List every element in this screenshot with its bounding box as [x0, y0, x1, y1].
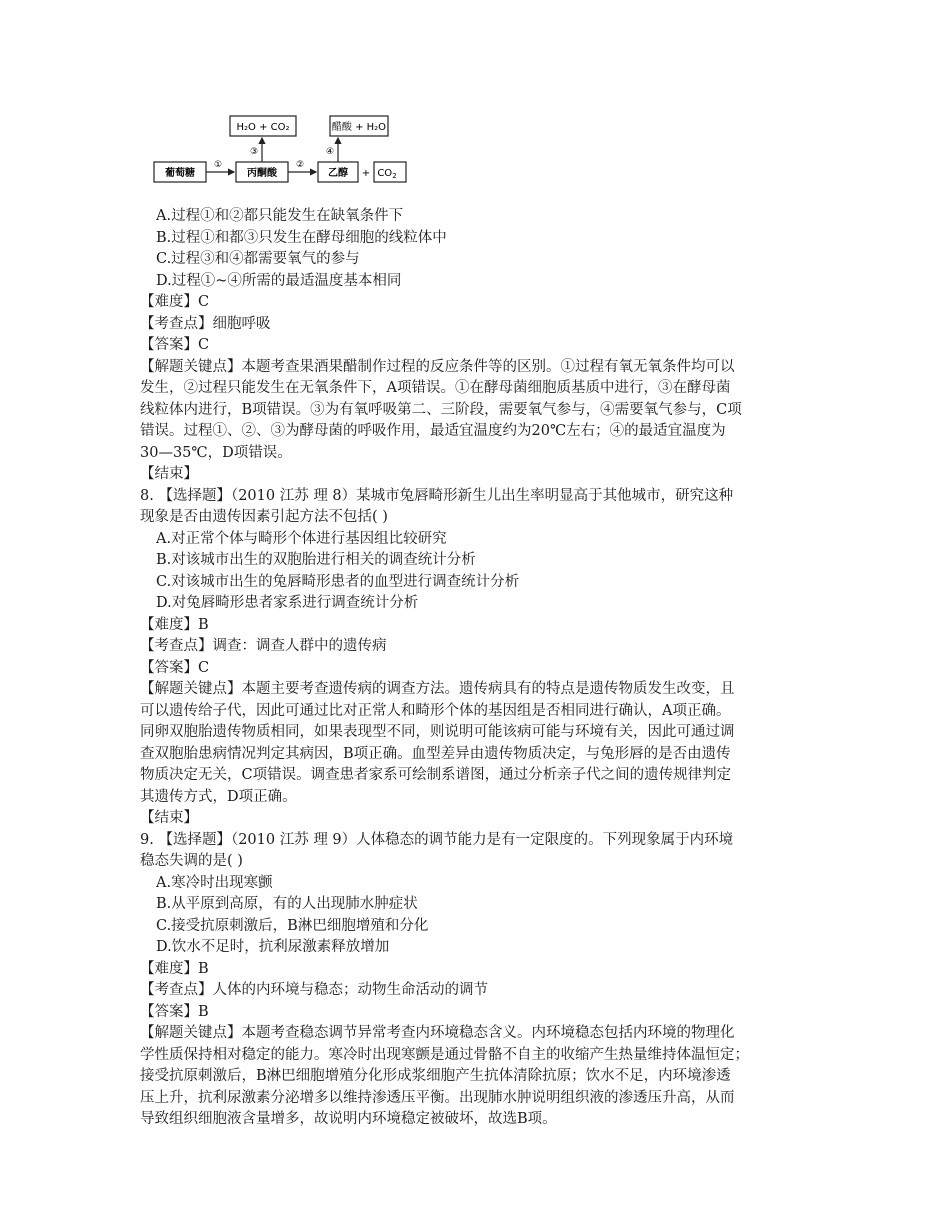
- q8-analysis-line: 可以遗传给子代，因此可通过比对正常人和畸形个体的基因组是否相同进行确认，A项正确。: [140, 702, 731, 719]
- glucose-label: 葡萄糖: [165, 168, 195, 179]
- q9-analysis-line: 【解题关键点】本题考查稳态调节异常考查内环境稳态含义。内环境稳态包括内环境的物理化: [140, 1025, 735, 1041]
- q7-analysis-line: 【解题关键点】本题考查果酒果醋制作过程的反应条件等的区别。①过程有氧无氧条件均可以: [140, 358, 735, 375]
- step3-label: ③: [249, 147, 259, 157]
- q7-end: 【结束】: [140, 466, 198, 482]
- q7-analysis-line: 30—35℃，D项错误。: [140, 444, 292, 461]
- q7-point: 【考查点】细胞呼吸: [140, 315, 271, 332]
- step1-label: ①: [213, 160, 223, 170]
- q8-difficulty: 【难度】B: [140, 616, 209, 633]
- q9-option-c: C.接受抗原刺激后，B淋巴细胞增殖和分化: [156, 917, 429, 934]
- q8-answer: 【答案】C: [140, 659, 210, 676]
- q8-analysis-line: 其遗传方式，D项正确。: [140, 788, 297, 805]
- q8-analysis-line: 同卵双胞胎遗传物质相同，如果表现型不同，则说明可能该病可能与环境有关，因此可通过调: [140, 724, 735, 740]
- q8-analysis-line: 物质决定无关，C项错误。调查患者家系可绘制系谱图，通过分析亲子代之间的遗传规律判定: [140, 767, 732, 783]
- q8-analysis-line: 【解题关键点】本题主要考查遗传病的调查方法。遗传病具有的特点是遗传物质发生改变，且: [140, 681, 735, 697]
- q8-stem-line: 现象是否由遗传因素引起方法不包括( ): [140, 509, 388, 525]
- q9-point: 【考查点】人体的内环境与稳态；动物生命活动的调节: [140, 982, 488, 998]
- q9-option-d: D.饮水不足时，抗利尿激素释放增加: [156, 939, 390, 955]
- q7-difficulty: 【难度】C: [140, 294, 210, 310]
- q9-stem-line: 9. 【选择题】（2010 江苏 理 9）人体稳态的调节能力是有一定限度的。下列现象属于内环境: [140, 831, 734, 848]
- q7-analysis-line: 线粒体内进行，B项错误。③为有氧呼吸第二、三阶段，需要氧气参与，④需要氧气参与，C项: [140, 401, 742, 418]
- q7-analysis-line: 发生，②过程只能发生在无氧条件下，A项错误。①在酵母菌细胞质基质中进行，③在酵母菌: [140, 380, 731, 396]
- q8-stem-line: 8. 【选择题】（2010 江苏 理 8）某城市兔唇畸形新生儿出生率明显高于其他城市，研究这种: [140, 487, 734, 504]
- q7-option-c: C.过程③和④都需要氧气的参与: [156, 251, 360, 267]
- q9-analysis-line: 压上升，抗利尿激素分泌增多以维持渗透压平衡。出现肺水肿说明组织液的渗透压升高，从而: [140, 1089, 735, 1106]
- q7-analysis-line: 错误。过程①、②、③为酵母菌的呼吸作用，最适宜温度约为20℃左右；④的最适宜温度为: [140, 423, 726, 439]
- q9-stem-line: 稳态失调的是( ): [140, 853, 243, 869]
- q9-analysis-line: 导致组织细胞液含量增多，故说明内环境稳定被破坏，故选B项。: [140, 1111, 557, 1127]
- q9-option-a: A.寒冷时出现寒颤: [156, 874, 273, 891]
- q8-option-c: C.对该城市出生的兔唇畸形患者的血型进行调查统计分析: [156, 573, 520, 590]
- q7-answer: 【答案】C: [140, 337, 210, 353]
- q8-analysis-line: 查双胞胎患病情况判定其病因，B项正确。血型差异由遗传物质决定，与兔形唇的是否由遗传: [140, 745, 731, 762]
- q7-option-a: A.过程①和②都只能发生在缺氧条件下: [156, 208, 404, 224]
- acetic-label: 醋酸 + H₂O: [331, 122, 387, 133]
- step2-label: ②: [295, 160, 305, 170]
- question-text: [140, 206, 816, 1131]
- q8-option-a: A.对正常个体与畸形个体进行基因组比较研究: [156, 530, 447, 547]
- q8-end: 【结束】: [140, 810, 198, 826]
- fermentation-flow-diagram: [150, 112, 410, 192]
- q7-option-b: B.过程①和都③只发生在酵母细胞的线粒体中: [156, 229, 447, 246]
- pyruvate-label: 丙酮酸: [247, 168, 277, 179]
- plus-sign: +: [361, 168, 371, 179]
- h2o-co2-label: H₂O + CO₂: [236, 122, 290, 133]
- q9-difficulty: 【难度】B: [140, 960, 209, 977]
- q9-answer: 【答案】B: [140, 1003, 209, 1020]
- ethanol-label: 乙醇: [328, 168, 348, 179]
- q8-option-b: B.对该城市出生的双胞胎进行相关的调查统计分析: [156, 552, 476, 568]
- q8-point: 【考查点】调查：调查人群中的遗传病: [140, 638, 387, 654]
- q9-analysis-line: 接受抗原刺激后，B淋巴细胞增殖分化形成浆细胞产生抗体清除抗原；饮水不足，内环境渗透: [140, 1068, 731, 1084]
- q9-option-b: B.从平原到高原，有的人出现肺水肿症状: [156, 896, 418, 912]
- step4-label: ④: [325, 147, 335, 157]
- q7-option-d: D.过程①~④所需的最适温度基本相同: [156, 272, 402, 289]
- q8-option-d: D.对兔唇畸形患者家系进行调查统计分析: [156, 595, 419, 611]
- co2-label: $CO_2$: [377, 168, 397, 180]
- q9-analysis-line: 学性质保持相对稳定的能力。寒冷时出现寒颤是通过骨骼不自主的收缩产生热量维持体温恒定；: [140, 1046, 749, 1063]
